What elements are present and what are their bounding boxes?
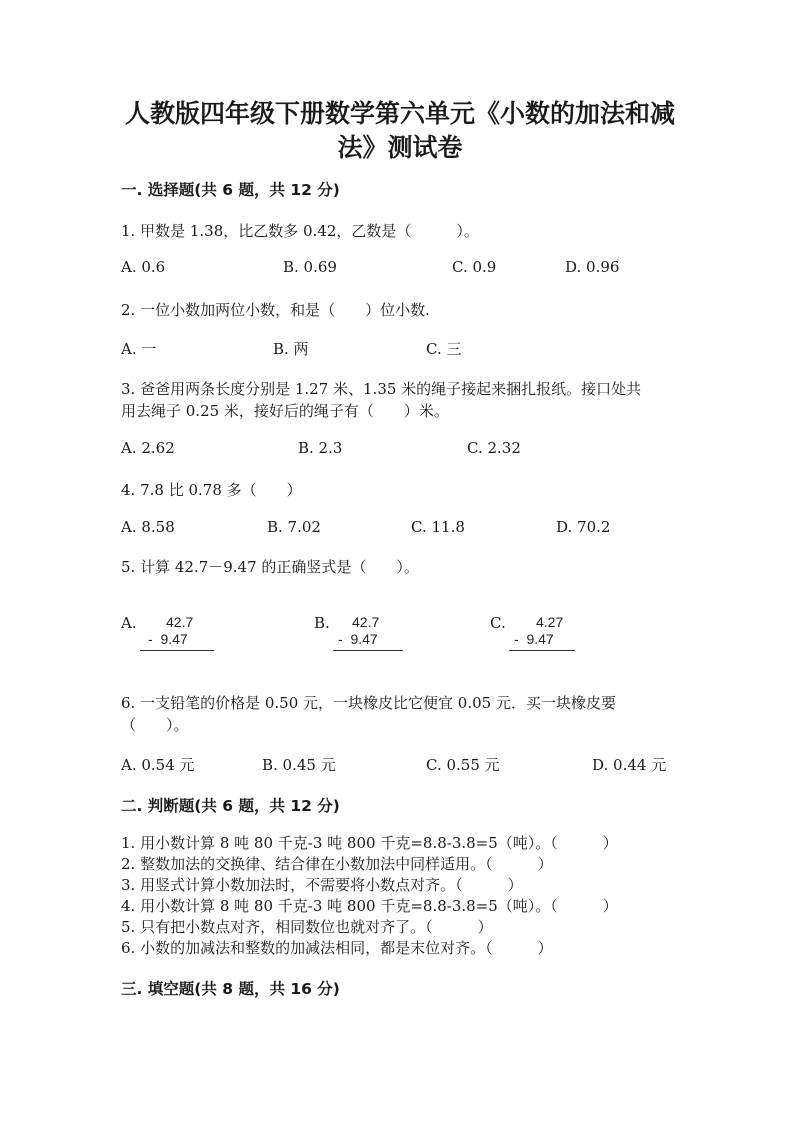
question-5-option-a-bottom-number: - 9.47 — [148, 631, 188, 647]
question-6-text-line-1: 6. 一支铅笔的价格是 0.50 元，一块橡皮比它便宜 0.05 元．买一块橡皮要 — [121, 694, 616, 712]
judge-item-1: 1. 用小数计算 8 吨 80 千克-3 吨 800 千克=8.8-3.8=5（吨）。（ ） — [121, 834, 618, 852]
question-4-option-c: C. 11.8 — [411, 518, 465, 536]
question-4-option-b: B. 7.02 — [267, 518, 321, 536]
section-heading-fill: 三. 填空题(共 8 题，共 16 分) — [121, 980, 340, 998]
question-1-option-b: B. 0.69 — [283, 258, 337, 276]
page-title-line-2: 法》测试卷 — [337, 133, 463, 162]
judge-item-4: 4. 用小数计算 8 吨 80 千克-3 吨 800 千克=8.8-3.8=5（吨）。（ ） — [121, 897, 618, 915]
question-5-option-a-label: A. — [121, 614, 137, 632]
question-5-option-c-rule — [509, 650, 575, 651]
question-4-option-d: D. 70.2 — [556, 518, 611, 536]
page-title-line-1: 人教版四年级下册数学第六单元《小数的加法和减 — [124, 99, 675, 128]
question-2-option-c: C. 三 — [426, 340, 462, 358]
question-1-text: 1. 甲数是 1.38，比乙数多 0.42，乙数是（ ）。 — [121, 222, 479, 240]
question-5-option-c-label: C. — [490, 614, 506, 632]
question-5-option-b-top-number: 42.7 — [352, 614, 380, 630]
question-2-option-a: A. 一 — [121, 340, 157, 358]
question-3-text-line-1: 3. 爸爸用两条长度分别是 1.27 米、1.35 米的绳子接起来捆扎报纸。接口处共 — [121, 380, 642, 398]
judge-item-3: 3. 用竖式计算小数加法时，不需要将小数点对齐。（ ） — [121, 876, 523, 894]
question-4-option-a: A. 8.58 — [121, 518, 175, 536]
question-1-option-c: C. 0.9 — [452, 258, 497, 276]
question-3-option-a: A. 2.62 — [121, 439, 175, 457]
question-2-option-b: B. 两 — [273, 340, 309, 358]
question-6-option-d: D. 0.44 元 — [592, 756, 667, 774]
question-5-option-b-rule — [333, 650, 403, 651]
question-5-option-a-rule — [140, 650, 214, 651]
question-4-text: 4. 7.8 比 0.78 多（ ） — [121, 481, 302, 499]
question-3-option-c: C. 2.32 — [467, 439, 521, 457]
question-5-option-c-top-number: 4.27 — [536, 614, 564, 630]
question-5-text: 5. 计算 42.7－9.47 的正确竖式是（ ）。 — [121, 558, 419, 576]
question-6-option-a: A. 0.54 元 — [121, 756, 195, 774]
question-6-text-line-2: （ ）。 — [121, 716, 189, 734]
section-heading-choice: 一. 选择题(共 6 题，共 12 分) — [121, 181, 340, 199]
question-1-option-a: A. 0.6 — [121, 258, 166, 276]
question-5-option-c-bottom-number: - 9.47 — [514, 631, 554, 647]
judge-item-6: 6. 小数的加减法和整数的加减法相同，都是末位对齐。（ ） — [121, 939, 553, 957]
question-2-text: 2. 一位小数加两位小数，和是（ ）位小数. — [121, 301, 430, 319]
question-1-option-d: D. 0.96 — [565, 258, 620, 276]
section-heading-judge: 二. 判断题(共 6 题，共 12 分) — [121, 797, 340, 815]
judge-item-2: 2. 整数加法的交换律、结合律在小数加法中同样适用。（ ） — [121, 855, 553, 873]
question-3-option-b: B. 2.3 — [298, 439, 343, 457]
question-5-option-b-bottom-number: - 9.47 — [338, 631, 378, 647]
question-6-option-b: B. 0.45 元 — [262, 756, 336, 774]
question-5-option-b-label: B. — [314, 614, 330, 632]
question-6-option-c: C. 0.55 元 — [426, 756, 500, 774]
question-5-option-a-top-number: 42.7 — [166, 614, 194, 630]
question-3-text-line-2: 用去绳子 0.25 米，接好后的绳子有（ ）米。 — [121, 402, 449, 420]
judge-item-5: 5. 只有把小数点对齐，相同数位也就对齐了。（ ） — [121, 918, 493, 936]
